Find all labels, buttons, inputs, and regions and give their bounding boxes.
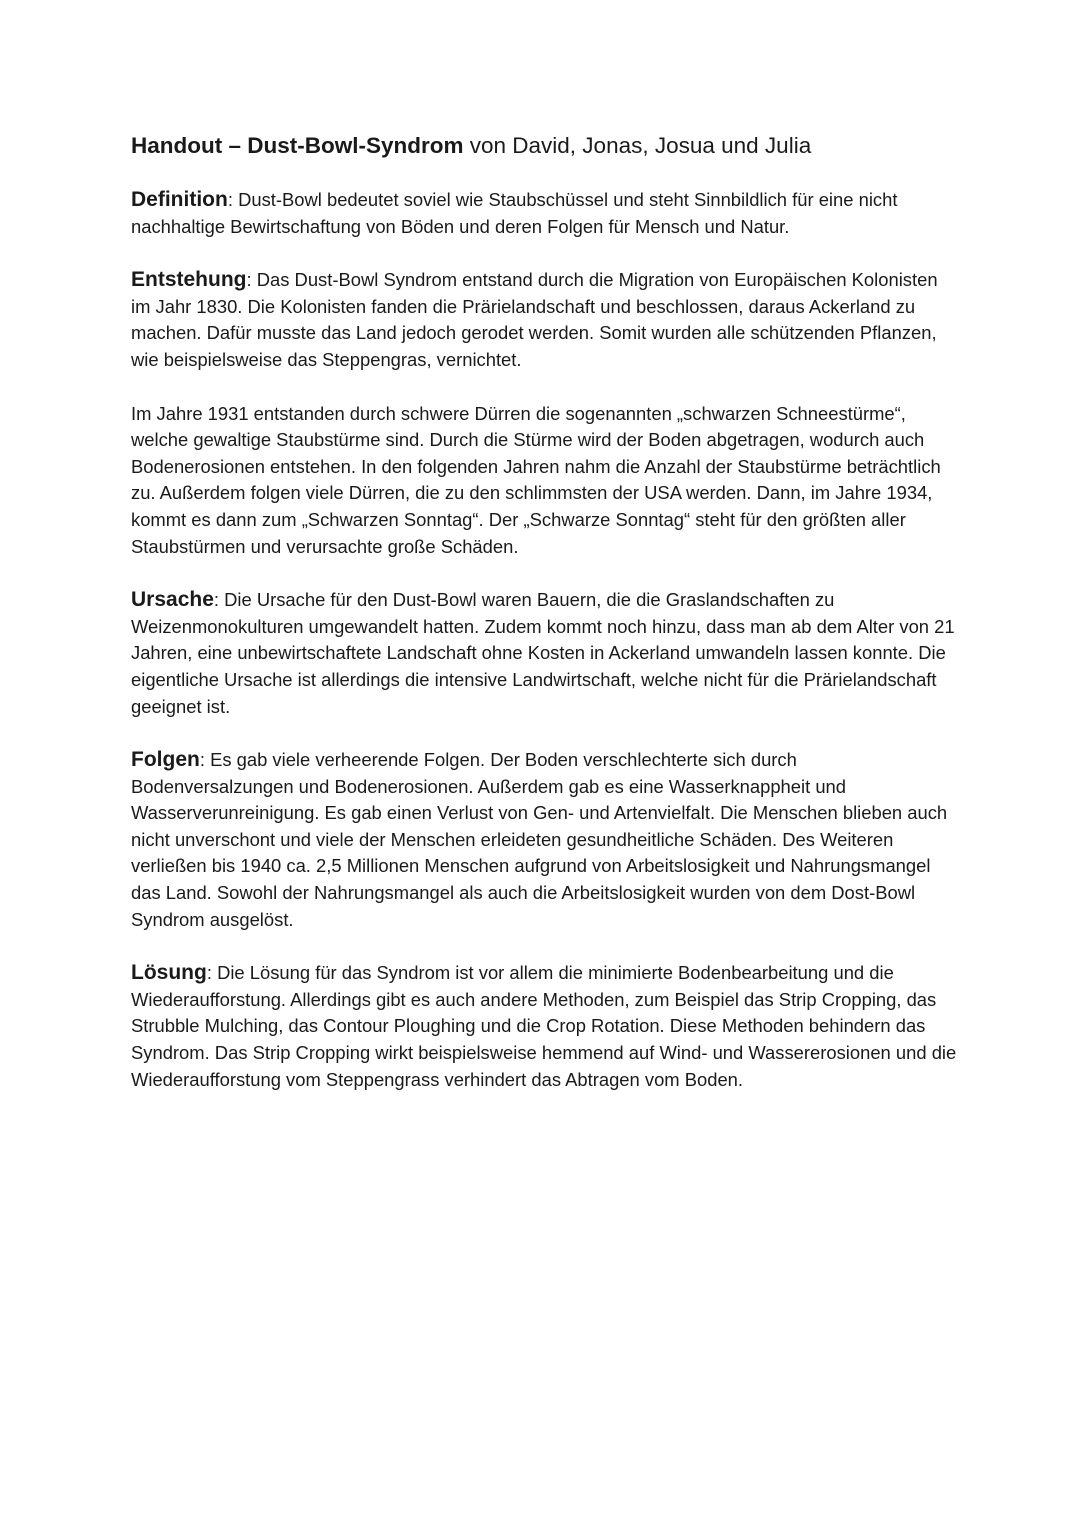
section-definition	[131, 187, 961, 240]
section-folgen	[131, 747, 961, 933]
section-separator: :	[213, 589, 220, 611]
section-text: Dust-Bowl bedeutet soviel wie Staubschüssel und steht Sinnbildlich für eine nicht nachhaltige Bewirtschaftung von Böden und deren Folgen für Mensch und Natur.	[131, 189, 898, 237]
handout-page	[131, 130, 961, 1120]
section-entstehung	[131, 267, 961, 373]
title-bold: Handout – Dust-Bowl-Syndrom	[131, 133, 464, 158]
section-ursache	[131, 587, 961, 720]
section-term: Folgen	[131, 748, 200, 772]
section-separator: :	[246, 269, 252, 291]
section-separator: :	[199, 749, 205, 771]
section-text: Das Dust-Bowl Syndrom entstand durch die Migration von Europäischen Kolonisten im Jahr 1830. Die Kolonisten fanden die Prärielandschaft und beschlossen, daraus Ackerland zu machen. Dafür musste das Land jedoch gerodet werden. Somit wurden alle schützenden Pflanzen, wie beispielsweise das Steppengras, vernichtet.	[131, 269, 938, 370]
section-text: Es gab viele verheerende Folgen. Der Boden verschlechterte sich durch Bodenversalzungen und Bodenerosionen. Außerdem gab es eine Wasserknappheit und Wasserverunreinigung. Es gab einen Verlust von Gen- und Artenvielfalt. Die Menschen blieben auch nicht unverschont und viele der Menschen erleideten gesundheitliche Schäden. Des Weiteren verließen bis 1940 ca. 2,5 Millionen Menschen aufgrund von Arbeitslosigkeit und Nahrungsmangel das Land. Sowohl der Nahrungsmangel als auch die Arbeitslosigkeit wurden von dem Dost-Bowl Syndrom ausgelöst.	[131, 749, 948, 930]
section-entstehung-continued	[131, 401, 961, 561]
title-authors: von David, Jonas, Josua und Julia	[463, 133, 812, 158]
section-separator: :	[206, 962, 212, 984]
section-term: Lösung	[131, 961, 207, 985]
section-text: Die Ursache für den Dust-Bowl waren Bauern, die die Graslandschaften zu Weizenmonokulturen umgewandelt hatten. Zudem kommt noch hinzu, dass man ab dem Alter von 21 Jahren, eine unbewirtschaftete Landschaft ohne Kosten in Ackerland umwandeln lassen konnte. Die eigentliche Ursache ist allerdings die intensive Landwirtschaft, welche nicht für die Prärielandschaft geeignet ist.	[131, 589, 955, 717]
section-term: Definition	[131, 188, 228, 211]
section-loesung	[131, 960, 961, 1093]
document-title	[131, 130, 961, 162]
section-term: Ursache	[131, 588, 214, 612]
section-separator: :	[227, 189, 233, 210]
section-term: Entstehung	[131, 268, 247, 292]
section-text: Im Jahre 1931 entstanden durch schwere Dürren die sogenannten „schwarzen Schneestürme“, welche gewaltige Staubstürme sind. Durch die Stürme wird der Boden abgetragen, wodurch auch Bodenerosionen entstehen. In den folgenden Jahren nahm die Anzahl der Staubstürme beträchtlich zu. Außerdem folgen viele Dürren, die zu den schlimmsten der USA werden. Dann, im Jahre 1934, kommt es dann zum „Schwarzen Sonntag“. Der „Schwarze Sonntag“ steht für den größten aller Staubstürmen und verursachte große Schäden.	[131, 402, 941, 557]
section-text: Die Lösung für das Syndrom ist vor allem die minimierte Bodenbearbeitung und die Wiederaufforstung. Allerdings gibt es auch andere Methoden, zum Beispiel das Strip Cropping, das Strubble Mulching, das Contour Ploughing und die Crop Rotation. Diese Methoden behindern das Syndrom. Das Strip Cropping wirkt beispielsweise hemmend auf Wind- und Wassererosionen und die Wiederaufforstung vom Steppengrass verhindert das Abtragen vom Boden.	[131, 962, 957, 1090]
